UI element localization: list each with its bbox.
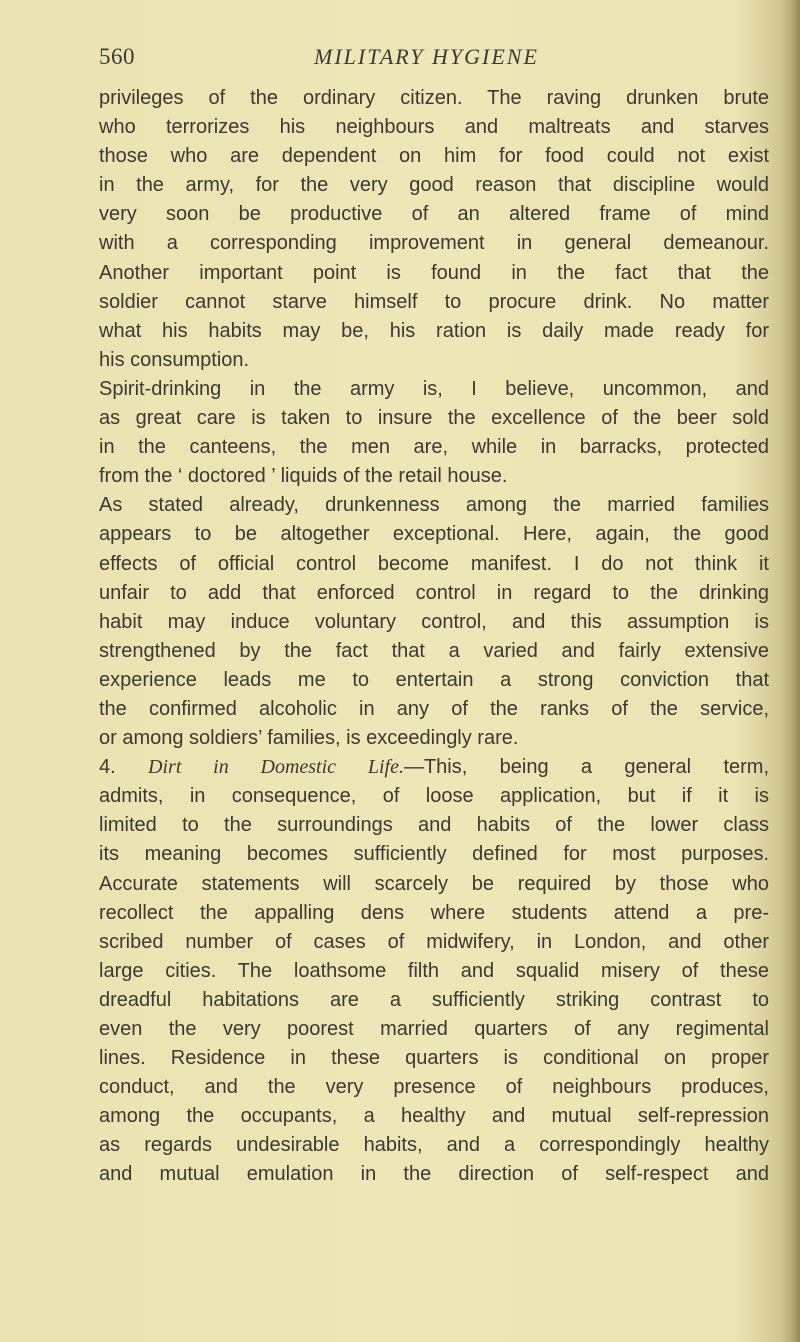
section-heading: Dirt in Domestic Life.: [148, 756, 404, 779]
section-number: 4.: [99, 756, 116, 779]
text-line: dreadful habitations are a sufficiently striking contrast to: [99, 988, 769, 1011]
text-line: what his habits may be, his ration is daily made ready for: [99, 319, 769, 342]
text-line: unfair to add that enforced control in regard to the drinking: [99, 581, 769, 604]
text-line: Accurate statements will scarcely be required by those who: [99, 872, 769, 895]
text-line: —This, being a general term,: [403, 756, 770, 779]
text-line: who terrorizes his neighbours and maltreats and starves: [99, 116, 769, 139]
text-line: recollect the appalling dens where students attend a pre-: [99, 901, 769, 924]
text-line: among the occupants, a healthy and mutual self-repression: [99, 1105, 769, 1128]
text-line: lines. Residence in these quarters is conditional on proper: [99, 1047, 769, 1070]
text-line: effects of official control become manifest. I do not think it: [99, 552, 769, 575]
text-line: those who are dependent on him for food could not exist: [99, 145, 769, 168]
text-line: and mutual emulation in the direction of self-respect and: [99, 1163, 769, 1186]
text-line: very soon be productive of an altered frame of mind: [99, 203, 769, 226]
text-line: his consumption.: [99, 348, 250, 371]
text-line: from the ‘ doctored ’ liquids of the retail house.: [99, 465, 508, 488]
text-line: habit may induce voluntary control, and this assumption is: [99, 610, 769, 633]
text-line: Another important point is found in the fact that the: [99, 261, 769, 284]
text-line: appears to be altogether exceptional. Here, again, the good: [99, 523, 769, 546]
section-heading-line: [99, 753, 769, 782]
text-line: conduct, and the very presence of neighbours produces,: [99, 1076, 769, 1099]
text-line: As stated already, drunkenness among the married families: [99, 494, 769, 517]
text-line: limited to the surroundings and habits of the lower class: [99, 814, 769, 837]
text-line: large cities. The loathsome filth and squalid misery of these: [99, 959, 769, 982]
text-line: in the canteens, the men are, while in barracks, protected: [99, 436, 769, 459]
text-line: its meaning becomes sufficiently defined for most purposes.: [99, 843, 769, 866]
page-number: 560: [99, 44, 135, 69]
text-line: privileges of the ordinary citizen. The raving drunken brute: [99, 87, 769, 109]
running-head: [99, 44, 769, 78]
text-line: even the very poorest married quarters of any regimental: [99, 1018, 769, 1040]
text-line: strengthened by the fact that a varied and fairly extensive: [99, 639, 769, 662]
text-line: soldier cannot starve himself to procure drink. No matter: [99, 290, 769, 313]
text-line: as regards undesirable habits, and a correspondingly healthy: [99, 1134, 769, 1157]
text-line: scribed number of cases of midwifery, in London, and other: [99, 930, 769, 953]
text-line: as great care is taken to insure the excellence of the beer sold: [99, 407, 769, 430]
text-line: the confirmed alcoholic in any of the ranks of the service,: [99, 697, 769, 720]
text-line: Spirit-drinking in the army is, I believe, uncommon, and: [99, 377, 769, 400]
running-title: MILITARY HYGIENE: [314, 44, 539, 69]
text-line: admits, in consequence, of loose application, but if it is: [99, 785, 769, 808]
text-line: with a corresponding improvement in general demeanour.: [99, 232, 769, 255]
body-text: [99, 84, 769, 1190]
text-line: experience leads me to entertain a strong conviction that: [99, 668, 769, 691]
page-edge: [782, 0, 800, 1342]
text-line: or among soldiers’ families, is exceedingly rare.: [99, 727, 519, 750]
text-line: in the army, for the very good reason that discipline would: [99, 174, 769, 197]
